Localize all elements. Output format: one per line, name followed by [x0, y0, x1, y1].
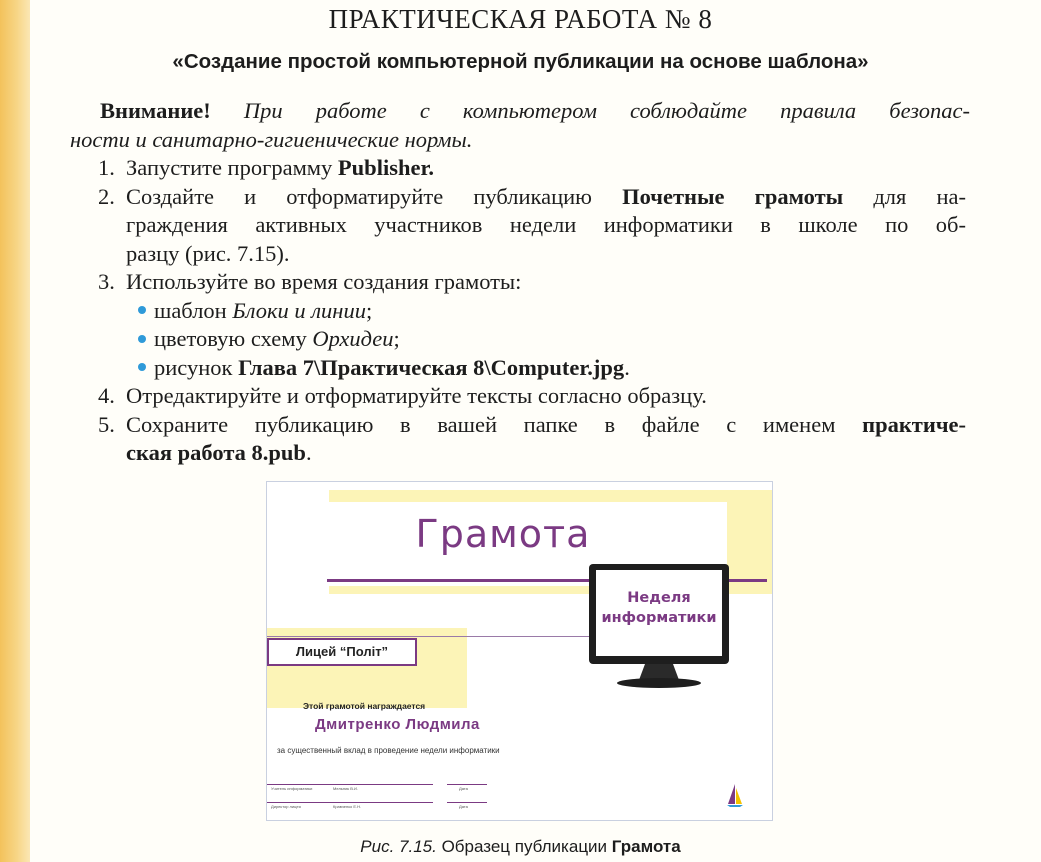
bullet-item-template: шаблон Блоки и линии; — [138, 297, 372, 326]
awarded-text: Этой грамотой награждается — [303, 701, 426, 711]
date-line — [447, 802, 487, 803]
bullet-item-color-scheme: цветовую схему Орхидеи; — [138, 325, 400, 354]
signature-name-2: Кравченко Е.Н. — [333, 804, 362, 809]
warning-text-2: ности и санитарно-гигиенические нормы. — [70, 126, 473, 152]
bullet-dot-icon — [138, 335, 146, 343]
step-text: Используйте во время создания грамоты: — [126, 269, 522, 294]
step-text-line-1: Сохраните публикацию в вашей папке в файле с именем практиче- — [126, 411, 966, 437]
award-reason: за существенный вклад в проведение недели информатики — [277, 746, 500, 755]
step-text-line-2: граждения активных участников недели информатики в школе по об- — [126, 212, 966, 237]
school-name-box: Лицей “Політ” — [267, 638, 417, 666]
warning-text-1: При работе с компьютером соблюдайте правила безопас- — [243, 98, 971, 123]
signature-role-1: Учитель информатики — [271, 786, 313, 791]
caption-prefix: Рис. 7.15. — [360, 837, 437, 856]
signature-role-2: Директор лицея — [271, 804, 301, 809]
divider-line-thin — [267, 636, 597, 637]
monitor-text-line-2: информатики — [601, 610, 717, 626]
figure-caption — [0, 837, 1041, 857]
step-text-line-2: ская работа 8.pub. — [126, 440, 312, 465]
bullet-dot-icon — [138, 363, 146, 371]
step-text: Запустите программу Publisher. — [126, 155, 434, 180]
step-number: 3. — [98, 269, 115, 294]
page-title: ПРАКТИЧЕСКАЯ РАБОТА № 8 — [328, 4, 713, 34]
bullet-dot-icon — [138, 306, 146, 314]
warning-label: Внимание! — [100, 98, 211, 123]
step-text-line-1: Создайте и отформатируйте публикацию Почетные грамоты для на- — [126, 183, 967, 209]
step-text-line-3: разцу (рис. 7.15). — [126, 240, 290, 266]
certificate-title: Грамота — [415, 512, 591, 556]
signature-date-1: Дата — [459, 786, 468, 791]
recipient-name: Дмитренко Людмила — [315, 716, 480, 733]
certificate-figure — [266, 481, 773, 821]
page-subtitle: «Создание простой компьютерной публикации на основе шаблона» — [172, 50, 869, 73]
step-text: Отредактируйте и отформатируйте тексты согласно образцу. — [126, 383, 707, 408]
computer-monitor-image — [585, 562, 733, 692]
date-line — [447, 784, 487, 785]
sail-logo-icon — [725, 782, 745, 808]
monitor-text-line-1: Неделя — [627, 590, 691, 606]
side-margin-bar — [0, 0, 30, 862]
caption-bold: Грамота — [611, 837, 681, 856]
signature-name-1: Мельник В.И. — [333, 786, 358, 791]
step-number: 5. — [98, 411, 115, 437]
signature-line — [267, 784, 433, 785]
step-number: 1. — [98, 155, 115, 180]
step-number: 2. — [98, 183, 115, 209]
step-number: 4. — [98, 383, 115, 408]
bullet-item-picture: рисунок Глава 7\Практическая 8\Computer.jpg. — [138, 354, 630, 383]
signature-line — [267, 802, 433, 803]
warning-line-1 — [100, 97, 970, 126]
warning-line-2 — [70, 126, 472, 155]
caption-text: Образец публикации — [436, 837, 612, 856]
signature-date-2: Дата — [459, 804, 468, 809]
